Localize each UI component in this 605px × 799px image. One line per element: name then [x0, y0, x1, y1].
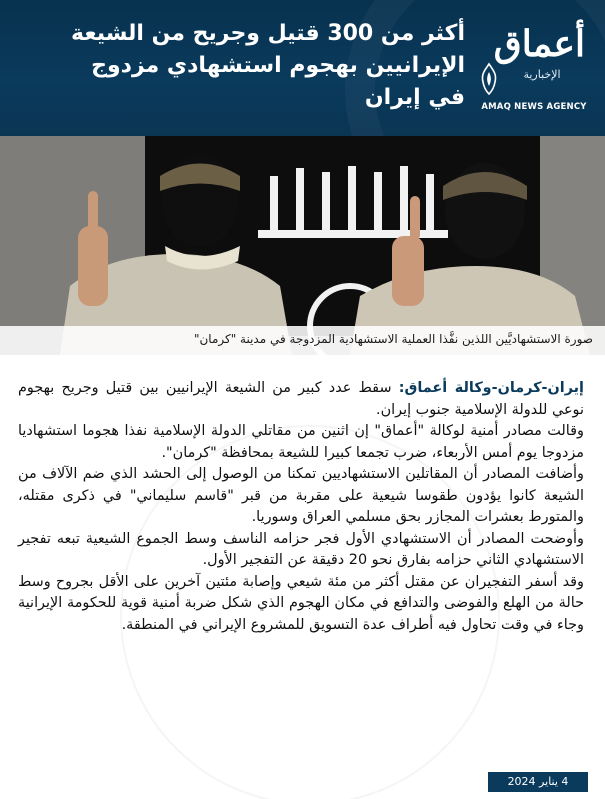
photo-illustration [0, 136, 605, 355]
paragraph-4: وأوضحت المصادر أن الاستشهادي الأول فجر حزامه الناسف وسط الجموع الشيعية تبعه تفجير الاستشهادي الثاني حزامه بفارق نحو 20 دقيقة عن التفجير الأول. [18, 530, 584, 568]
logo-english-name: AMAQ NEWS AGENCY [481, 102, 587, 112]
paragraph-2: وقالت مصادر أمنية لوكالة "أعماق" إن اثنين من مقاتلي الدولة الإسلامية نفذا هجوما استشهاديا مزدوجا يوم أمس الأربعاء، ضرب تجمعا كبيرا للشيعة بمحافظة "كرمان". [18, 423, 584, 461]
date-badge: 4 يناير 2024 [488, 772, 588, 792]
header-banner [0, 0, 605, 136]
dateline: إيران-كرمان-وكالة أعماق: [398, 380, 584, 396]
paragraph-3: وأضافت المصادر أن المقاتلين الاستشهاديين تمكنا من الوصول إلى الحشد الذي ضم الآلاف من الشيعة كانوا يؤدون طقوسا شيعية على مقربة من قبر "قاسم سليماني" في ذكرى مقتله، والمتورط بعشرات المجازر بحق مسلمي العراق وسوريا. [18, 466, 584, 525]
logo-emblem-icon [479, 62, 499, 96]
logo-arabic-name: أعماق [493, 23, 585, 65]
headline [35, 18, 465, 114]
paragraph-1 [18, 378, 584, 421]
paragraph-1-text: سقط عدد كبير من الشيعة الإيرانيين بين قتيل وجريح بهجوم نوعي للدولة الإسلامية جنوب إيران. [18, 380, 584, 418]
photo-caption-bar [0, 326, 605, 355]
headline-line-1: أكثر من 300 قتيل وجريح من الشيعة [70, 21, 465, 46]
photo-caption: صورة الاستشهاديَّين اللذين نفَّذا العملية الاستشهادية المزدوجة في مدينة "كرمان" [193, 332, 593, 346]
photo [0, 136, 605, 355]
amaq-logo [479, 14, 591, 126]
article-body [18, 378, 584, 636]
headline-line-2: الإيرانيين بهجوم استشهادي مزدوج [91, 53, 465, 78]
logo-arabic-subtitle: الإخبارية [523, 68, 561, 81]
headline-line-3: في إيران [364, 85, 465, 110]
paragraph-5: وقد أسفر التفجيران عن مقتل أكثر من مئة شيعي وإصابة مئتين آخرين على الأقل بجروح وسط حالة من الهلع والفوضى والتدافع في مكان الهجوم الذي شكل ضربة أمنية قوية للحكومة الإيرانية وجاء في وقت تحاول فيه أطراف عدة التسويق للمشروع الإيراني في المنطقة. [18, 573, 584, 633]
